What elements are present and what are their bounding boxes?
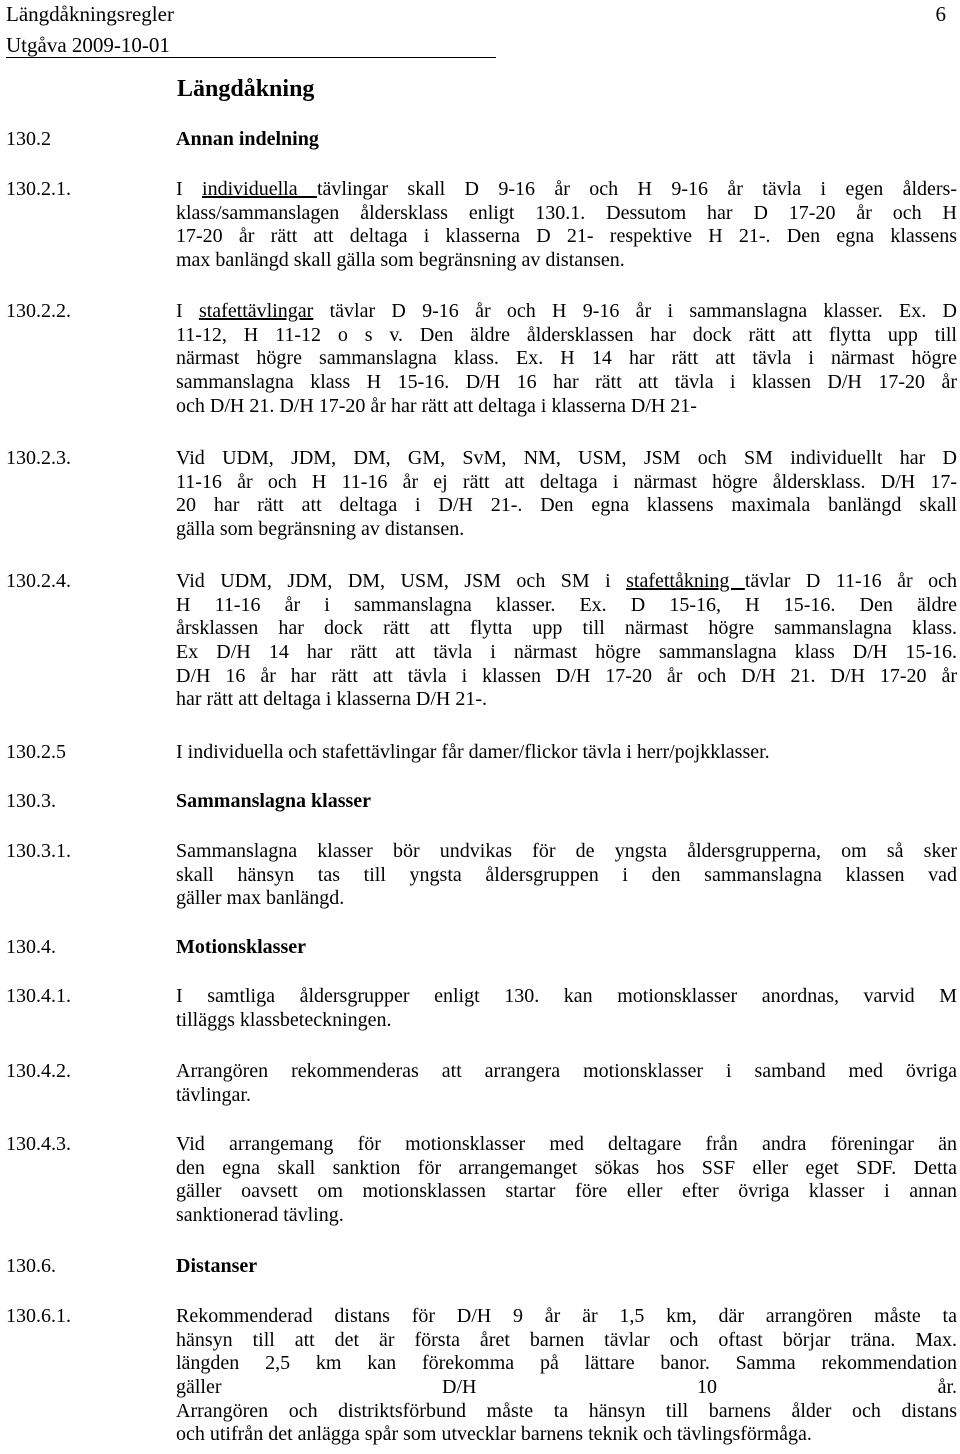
rule-number: 130.3. (6, 790, 56, 812)
text-line: tävlingar. (176, 1083, 251, 1106)
text-line: den egna skall sanktion för arrangemanget sökas hos SSF eller eget SDF. Detta (176, 1156, 957, 1179)
rule-paragraph (6, 1060, 960, 1107)
text-line: 11-12, H 11-12 o s v. Den äldre åldersklassen har dock rätt att flytta upp till (176, 323, 957, 346)
section-heading: Distanser (176, 1255, 258, 1277)
rule-paragraph (6, 1133, 960, 1228)
text-line: gäller max banlängd. (176, 887, 345, 910)
text-line: gälla som begränsning av distansen. (176, 518, 465, 541)
text-line: Arrangören och distriktsförbund måste ta hänsyn till barnens ålder och distans (176, 1399, 957, 1422)
text-line: Sammanslagna klasser bör undvikas för de yngsta åldersgrupperna, om så sker (176, 840, 957, 862)
text-line: sanktionerad tävling. (176, 1204, 344, 1227)
rule-number: 130.4.2. (6, 1060, 71, 1082)
text-line: 20 har rätt att deltaga i D/H 21-. Den egna klassens maximala banlängd skall (176, 494, 957, 517)
section-heading: Sammanslagna klasser (176, 790, 372, 812)
text-line: Vid UDM, JDM, DM, GM, SvM, NM, USM, JSM och SM individuellt har D (176, 447, 957, 469)
section-heading: Annan indelning (176, 128, 319, 150)
rule-text (176, 300, 957, 418)
text-line: skall hänsyn tas till yngsta åldersgruppen i den sammanslagna klassen vad (176, 863, 957, 886)
rule-paragraph (6, 447, 960, 542)
text-line: I samtliga åldersgrupper enligt 130. kan motionsklasser anordnas, varvid M (176, 985, 957, 1007)
text-line: Vid arrangemang för motionsklasser med deltagare från andra föreningar än (176, 1133, 957, 1155)
text-line: längden 2,5 km kan förekomma på lättare banor. Samma rekommendation (176, 1352, 957, 1375)
text-line: Vid UDM, JDM, DM, USM, JSM och SM i stafettåkning tävlar D 11-16 år och (176, 570, 957, 592)
text-line: 11-16 år och H 11-16 år ej rätt att deltaga i närmast högre åldersklass. D/H 17- (176, 470, 957, 493)
text-line: gäller D/H 10 år. (176, 1376, 957, 1399)
text-line: sammanslagna klass H 15-16. D/H 16 har rätt att tävla i klassen D/H 17-20 år (176, 371, 957, 394)
page-number: 6 (935, 2, 946, 26)
rule-number: 130.4. (6, 936, 56, 958)
rule-paragraph (6, 570, 960, 712)
text-line: har rätt att deltaga i klasserna D/H 21-. (176, 688, 487, 711)
rule-paragraph (6, 300, 960, 418)
section-heading-row (6, 936, 960, 960)
rule-number: 130.3.1. (6, 840, 71, 862)
rule-number: 130.4.1. (6, 985, 71, 1007)
rule-number: 130.4.3. (6, 1133, 71, 1155)
rule-text (176, 985, 957, 1032)
rule-text (176, 570, 957, 712)
underlined-term: individuella (202, 178, 317, 200)
section-title: Längdåkning (177, 76, 315, 102)
text-line: klass/sammanslagen åldersklass enligt 130.1. Dessutom har D 17-20 år och H (176, 201, 957, 224)
text-line: 17-20 år rätt att deltaga i klasserna D 21- respektive H 21-. Den egna klassens (176, 225, 957, 248)
header-date: Utgåva 2009-10-01 (6, 33, 496, 58)
rule-paragraph (6, 741, 960, 765)
text-line: Rekommenderad distans för D/H 9 år är 1,5 km, där arrangören måste ta (176, 1305, 957, 1327)
text-line: gäller oavsett om motionsklassen startar före eller efter övriga klasser i annan (176, 1180, 957, 1203)
rule-number: 130.6. (6, 1255, 56, 1277)
rule-text (176, 1133, 957, 1228)
rule-number: 130.2.2. (6, 300, 71, 322)
rule-number: 130.2.3. (6, 447, 71, 469)
rule-text (176, 1305, 957, 1447)
rule-number: 130.6.1. (6, 1305, 71, 1327)
text-line: och utifrån det anlägga spår som utvecklar barnens teknik och tävlingsförmåga. (176, 1423, 812, 1446)
rule-paragraph (6, 178, 960, 273)
underlined-term: stafettåkning (626, 570, 745, 592)
text-line: D/H 16 år har rätt att tävla i klassen D/H 17-20 år och D/H 21. D/H 17-20 år (176, 664, 957, 687)
rule-text (176, 1060, 957, 1107)
rule-number: 130.2.5 (6, 741, 66, 763)
text-line: max banlängd skall gälla som begränsning av distansen. (176, 249, 625, 272)
text-line: I stafettävlingar tävlar D 9-16 år och H 9-16 år i sammanslagna klasser. Ex. D (176, 300, 957, 322)
text-line: årsklassen har dock rätt att flytta upp till närmast högre sammanslagna klass. (176, 617, 957, 640)
section-heading: Motionsklasser (176, 936, 306, 958)
text-line: Ex D/H 14 har rätt att tävla i närmast högre sammanslagna klass D/H 15-16. (176, 641, 957, 664)
section-heading-row (6, 128, 960, 152)
text-line: Arrangören rekommenderas att arrangera motionsklasser i samband med övriga (176, 1060, 957, 1082)
rule-text (176, 178, 957, 273)
rule-paragraph (6, 985, 960, 1032)
text-line: H 11-16 år i sammanslagna klasser. Ex. D 15-16, H 15-16. Den äldre (176, 593, 957, 616)
rule-text (176, 741, 957, 765)
header-title: Längdåkningsregler (6, 2, 174, 26)
underlined-term: stafettävlingar (198, 300, 314, 322)
section-heading-row (6, 790, 960, 814)
rule-number: 130.2.1. (6, 178, 71, 200)
rule-paragraph (6, 1305, 960, 1447)
rule-text (176, 447, 957, 542)
text-line: I individuella tävlingar skall D 9-16 år och H 9-16 år tävla i egen ålders- (176, 178, 957, 200)
rule-paragraph (6, 840, 960, 911)
text-line: närmast högre sammanslagna klass. Ex. H 14 har rätt att tävla i närmast högre (176, 347, 957, 370)
rule-text (176, 840, 957, 911)
rule-number: 130.2.4. (6, 570, 71, 592)
rule-number: 130.2 (6, 128, 51, 150)
text-line: tilläggs klassbeteckningen. (176, 1008, 392, 1031)
text-line: I individuella och stafettävlingar får damer/flickor tävla i herr/pojkklasser. (176, 741, 770, 763)
text-line: och D/H 21. D/H 17-20 år har rätt att deltaga i klasserna D/H 21- (176, 394, 697, 417)
section-heading-row (6, 1255, 960, 1279)
text-line: hänsyn till att det är första året barnen tävlar och oftast börjar träna. Max. (176, 1328, 957, 1351)
